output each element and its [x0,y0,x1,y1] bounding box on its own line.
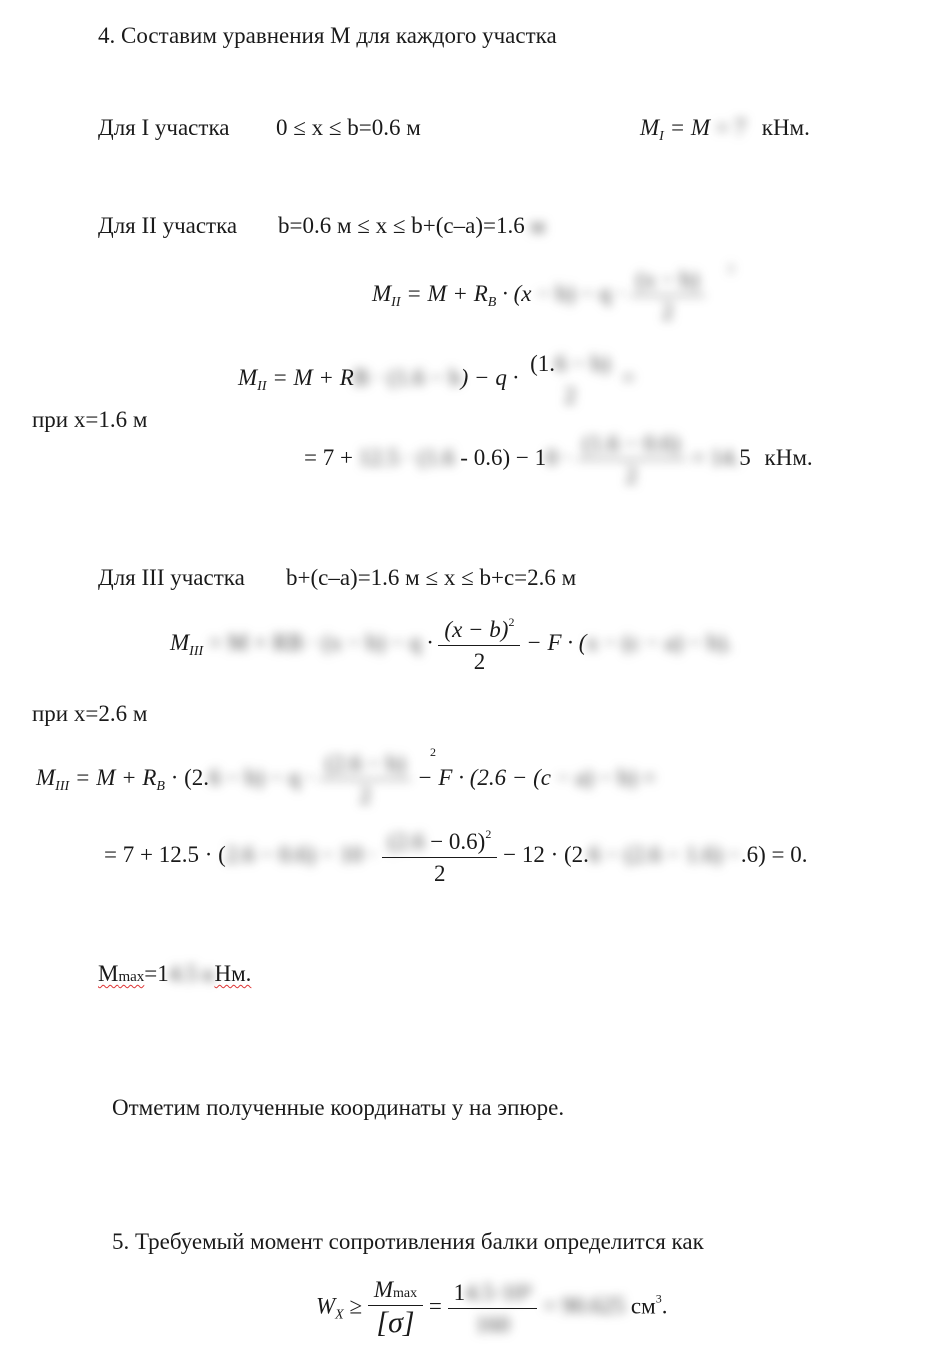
part3-formula-hidden: = M + R [203,629,288,655]
part2-eval1-num-hidden: 6 − b) [555,351,611,376]
part2-range-text: b=0.6 м ≤ x ≤ b+(c–a)=1.6 [278,213,525,238]
section5-eq: = [423,1293,448,1319]
part3-formula-sub: III [189,643,204,659]
section5-heading: 5. Требуемый момент сопротивления балки определится как [112,1229,704,1254]
part3-formula-hidden2: B · (x − b) − q [287,629,422,655]
part2-eval1-den: 2 [564,383,576,408]
part3-eval1-lhs: M [36,764,56,790]
section5-unit: см [630,1293,656,1319]
part2-eval1-num-visible: (1. [530,351,555,376]
part1-unit: кНм. [761,115,810,140]
part2-eval1-sub: II [257,378,267,394]
part3-eval1-mid: = M + R [69,764,157,790]
part3-eval2-hidden2: 6 − (2.6 − 1.6) − [588,841,741,867]
part2-eval2-end: 5 [739,444,751,470]
part2-eval2-hidden1: 12.5 · (1.6 [358,444,455,470]
part3-eval2-num-visible: − 0.6) [424,829,486,854]
section5-value-den: 160 [475,1311,510,1337]
section5-lhs-sub: X [335,1307,344,1323]
part3-eval1-sup-mark: 2 [430,745,436,759]
part1-formula-mid: = M [663,115,711,140]
part2-label: Для II участка [98,213,238,238]
section5-frac-num-main: M [373,1277,394,1302]
part3-eval2-hidden1: 2.6 − 0.6) − 10 · [225,841,377,867]
part2-eval1-lhs: M [238,364,258,390]
part3-formula-lhs: M [170,629,190,655]
part2-eval2-den: 2 [625,463,638,488]
part2-eval1 [238,352,635,407]
part3-eval2-start: = 7 + 12.5 · ( [104,841,226,867]
part2-at-label: при x=1.6 м [32,407,148,432]
section5-fraction [368,1278,423,1338]
part2-eval2-start: = 7 + [304,444,359,470]
mmax-label-main: M [98,961,119,986]
part2-formula-lhs: M [372,280,392,306]
part2-formula-sup-mark: 2 [728,261,734,275]
section5-lhs: W [316,1293,336,1319]
part3-eval1-den: 2 [359,783,372,808]
part2-frac-den: 2 [661,299,674,324]
section5-value-num [448,1281,538,1309]
part2-formula-dot: · (x [496,280,532,306]
part3-eval1-mid2: · (2. [164,764,210,790]
part3-at-label: при x=2.6 м [32,701,148,726]
part3-eval1-tail: − F · (2.6 − (c [411,764,551,790]
part2-frac-num: (x − b) [630,268,705,296]
part2-eval2-num: (1.6 − 0.6) [577,432,686,460]
part2-eval2-hidden3: = 14. [686,444,740,470]
part3-eval1-fraction [319,752,411,807]
section5-result-hidden: = 90.625 [537,1293,631,1319]
section5-frac-num-sub: max [393,1286,418,1301]
part3-eval2-fraction [382,828,497,885]
section5-frac-num [368,1278,423,1306]
mmax-unit: Нм. [214,961,252,986]
part3-eval2-num-hidden: (2.6 [388,829,425,854]
part2-eval1-mid: = M + R [266,364,354,390]
part2-formula [372,268,705,323]
part3-range: b+(c–a)=1.6 м ≤ x ≤ b+c=2.6 м [286,565,577,590]
part3-eval2-den: 2 [433,861,446,886]
part2-eval1-hidden: B · (1.6 − b [353,364,461,390]
part2-eval2-hidden2: 0 · [546,444,571,470]
part2-eval2-unit: кНм. [764,444,813,470]
part3-eval1-rb-sub: B [156,778,165,794]
part1-formula-sub: I [659,129,664,144]
part2-formula-fraction [630,268,705,323]
part3-eval1-tail-hidden: − a) − b) = [551,764,656,790]
part3-frac-den: 2 [473,649,486,674]
mmax-label [98,961,144,986]
part2-range-hidden: м [524,213,546,238]
section5-unit-end: . [661,1293,668,1319]
part3-eval1-num: (2.6 − b) [319,752,411,780]
part3-eval1-sub: III [55,778,70,794]
part3-formula-fraction [438,616,520,673]
part3-eval1-hidden: 6 − b) − q · [209,764,314,790]
part3-formula [170,616,732,673]
part3-eval2 [104,828,808,885]
mmax-hidden: 4.5 к [168,961,215,986]
part2-range [278,214,545,237]
part2-eval1-tail: = [616,364,635,390]
section5-unit-sup: 3 [655,1291,662,1306]
part3-formula-dot: · [421,629,433,655]
part2-eval1-mid2: ) − q · [460,364,519,390]
part2-formula-sub: II [391,294,401,310]
part3-eval2-end: .6) = 0. [740,841,808,867]
section5-num-visible: 1 [453,1279,466,1305]
part3-formula-tail: − F · ( [520,629,587,655]
section4-heading: 4. Составим уравнения М для каждого участка [98,23,557,48]
part1-formula-hidden: = 7 [710,115,752,140]
part3-eval2-num: $(2.6 - 0.6)^2$ [382,828,497,858]
part1-formula [640,116,810,144]
part3-formula-tail-hidden: x − (c − a) − b). [586,629,733,655]
part2-eval2-mid: - 0.6) − 1 [454,444,547,470]
part1-formula-lhs: M [640,115,660,140]
part2-formula-rb-sub: B [487,294,497,310]
part3-eval1 [36,752,656,807]
part3-frac-num-text: (x − b) [444,617,509,642]
part1-range: 0 ≤ x ≤ b=0.6 м [276,115,421,140]
part1-label: Для I участка [98,115,230,140]
mmax-label-eq: =1 [144,961,169,986]
part2-eval2-fraction [577,432,686,487]
part3-label: Для III участка [98,565,245,590]
part2-eval1-num [524,352,616,380]
part3-eval2-mid: − 12 · (2. [497,841,589,867]
part2-formula-mid: = M + R [400,280,488,306]
mmax-label-sub: max [118,969,145,985]
note-text: Отметим полученные координаты у на эпюре. [112,1095,565,1120]
section5-formula [316,1278,667,1338]
section5-num-hidden: 4.5·10³ [465,1279,532,1305]
part2-eval2 [304,432,813,487]
mmax-line [98,962,251,985]
section5-frac-den: [σ] [376,1306,415,1339]
section5-ge: ≥ [343,1293,368,1319]
part3-frac-num: $(x - b)^2$ [438,616,520,646]
part2-eval1-fraction [524,352,616,407]
part2-formula-hidden: − b) − q · [531,280,625,306]
section5-value-fraction [448,1281,538,1336]
